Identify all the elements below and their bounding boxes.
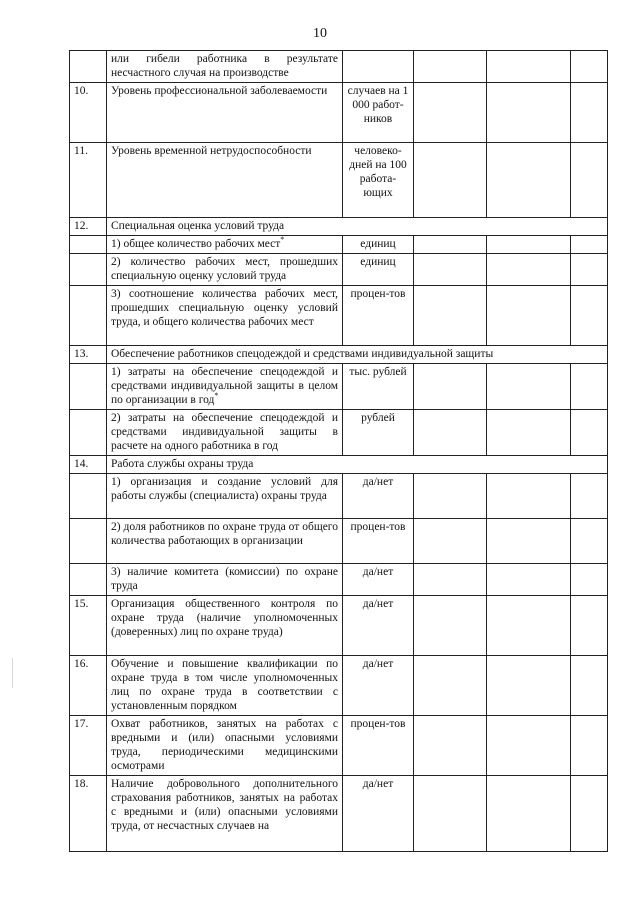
- row-number: [70, 236, 107, 254]
- unit-cell: процен-тов: [343, 716, 414, 776]
- unit-cell: рублей: [343, 410, 414, 456]
- value-cell: [414, 143, 487, 218]
- value-cell: [571, 410, 608, 456]
- table-row: [70, 656, 608, 716]
- indicator-name: Организация общественного контроля по охране труда (наличие уполномоченных (доверенных) лиц по охране труда): [107, 596, 343, 656]
- value-cell: [571, 776, 608, 852]
- value-cell: [487, 83, 571, 143]
- indicator-name: 3) соотношение количества рабочих мест, прошедших специальную оценку условий труда, и общего количества рабочих мест: [107, 286, 343, 346]
- value-cell: [487, 51, 571, 83]
- table-row: [70, 236, 608, 254]
- value-cell: [487, 596, 571, 656]
- table-row: [70, 410, 608, 456]
- indicator-name: Охват работников, занятых на работах с вредными и (или) опасными условиями труда, периодическими медицинскими осмотрами: [107, 716, 343, 776]
- row-number: 16.: [70, 656, 107, 716]
- table-row: [70, 254, 608, 286]
- table-row: [70, 776, 608, 852]
- value-cell: [571, 51, 608, 83]
- section-heading: Работа службы охраны труда: [107, 456, 608, 474]
- value-cell: [414, 286, 487, 346]
- indicator-name: 1) организация и создание условий для работы службы (специалиста) охраны труда: [107, 474, 343, 519]
- unit-cell: да/нет: [343, 656, 414, 716]
- indicator-name: Обучение и повышение квалификации по охране труда в том числе уполномоченных лиц по охране труда в соответствии с установленным порядком: [107, 656, 343, 716]
- value-cell: [571, 143, 608, 218]
- value-cell: [487, 143, 571, 218]
- value-cell: [571, 474, 608, 519]
- row-number: 14.: [70, 456, 107, 474]
- value-cell: [571, 564, 608, 596]
- unit-cell: тыс. рублей: [343, 364, 414, 410]
- row-number: [70, 519, 107, 564]
- section-heading: Обеспечение работников спецодеждой и средствами индивидуальной защиты: [107, 346, 608, 364]
- value-cell: [414, 51, 487, 83]
- unit-cell: процен-тов: [343, 519, 414, 564]
- unit-cell: единиц: [343, 254, 414, 286]
- value-cell: [414, 656, 487, 716]
- value-cell: [571, 286, 608, 346]
- row-number: [70, 51, 107, 83]
- value-cell: [571, 656, 608, 716]
- unit-cell: да/нет: [343, 596, 414, 656]
- table-row: [70, 364, 608, 410]
- value-cell: [487, 564, 571, 596]
- table-row: [70, 596, 608, 656]
- footnote-marker: *: [280, 235, 285, 245]
- unit-cell: да/нет: [343, 564, 414, 596]
- value-cell: [414, 254, 487, 286]
- unit-cell: единиц: [343, 236, 414, 254]
- unit-cell: процен-тов: [343, 286, 414, 346]
- indicator-text: 1) затраты на обеспечение спецодеждой и средствами индивидуальной защиты в целом по организации в год: [111, 366, 338, 406]
- unit-cell: да/нет: [343, 776, 414, 852]
- row-number: [70, 364, 107, 410]
- value-cell: [487, 254, 571, 286]
- value-cell: [414, 236, 487, 254]
- row-number: 18.: [70, 776, 107, 852]
- unit-cell: случаев на 1 000 работ-ников: [343, 83, 414, 143]
- section-row: [70, 456, 608, 474]
- unit-cell: [343, 51, 414, 83]
- value-cell: [414, 564, 487, 596]
- unit-cell: да/нет: [343, 474, 414, 519]
- row-number: [70, 286, 107, 346]
- value-cell: [414, 596, 487, 656]
- table-row: [70, 564, 608, 596]
- value-cell: [414, 776, 487, 852]
- row-number: 13.: [70, 346, 107, 364]
- indicator-name: 2) количество рабочих мест, прошедших специальную оценку условий труда: [107, 254, 343, 286]
- value-cell: [414, 474, 487, 519]
- value-cell: [414, 83, 487, 143]
- row-number: 10.: [70, 83, 107, 143]
- value-cell: [571, 596, 608, 656]
- row-number: [70, 564, 107, 596]
- row-number: [70, 254, 107, 286]
- value-cell: [414, 716, 487, 776]
- indicator-name: Уровень профессиональной заболеваемости: [107, 83, 343, 143]
- row-number: [70, 410, 107, 456]
- section-row: [70, 346, 608, 364]
- scan-artifact: [12, 658, 13, 688]
- footnote-marker: *: [214, 391, 219, 401]
- value-cell: [571, 254, 608, 286]
- section-row: [70, 218, 608, 236]
- value-cell: [487, 410, 571, 456]
- table-row: [70, 474, 608, 519]
- value-cell: [487, 656, 571, 716]
- value-cell: [414, 410, 487, 456]
- row-number: [70, 474, 107, 519]
- indicator-name: [107, 236, 343, 254]
- row-number: 17.: [70, 716, 107, 776]
- unit-cell: человеко-дней на 100 работа-ющих: [343, 143, 414, 218]
- value-cell: [487, 776, 571, 852]
- table-row: [70, 83, 608, 143]
- value-cell: [487, 286, 571, 346]
- table-row: [70, 286, 608, 346]
- value-cell: [487, 364, 571, 410]
- section-heading: Специальная оценка условий труда: [107, 218, 608, 236]
- indicator-name: 2) доля работников по охране труда от общего количества работающих в организации: [107, 519, 343, 564]
- value-cell: [571, 364, 608, 410]
- value-cell: [414, 364, 487, 410]
- row-number: 15.: [70, 596, 107, 656]
- table-row: [70, 716, 608, 776]
- value-cell: [414, 519, 487, 564]
- indicator-name: [107, 364, 343, 410]
- table-row: [70, 143, 608, 218]
- indicator-text: 1) общее количество рабочих мест: [111, 238, 281, 250]
- indicator-name: 3) наличие комитета (комиссии) по охране труда: [107, 564, 343, 596]
- indicator-name: Наличие добровольного дополнительного страхования работников, занятых на работах с вредными и (или) опасными условиями труда, от несчастных случаев на: [107, 776, 343, 852]
- indicator-name: Уровень временной нетрудоспособности: [107, 143, 343, 218]
- indicators-table: [69, 50, 608, 852]
- row-number: 11.: [70, 143, 107, 218]
- table-row: [70, 51, 608, 83]
- value-cell: [487, 716, 571, 776]
- value-cell: [487, 519, 571, 564]
- value-cell: [571, 83, 608, 143]
- page-number: 10: [313, 26, 327, 41]
- indicator-name: 2) затраты на обеспечение спецодеждой и средствами индивидуальной защиты в расчете на одного работника в год: [107, 410, 343, 456]
- value-cell: [487, 474, 571, 519]
- indicator-name: или гибели работника в результате несчастного случая на производстве: [107, 51, 343, 83]
- value-cell: [571, 716, 608, 776]
- value-cell: [571, 519, 608, 564]
- row-number: 12.: [70, 218, 107, 236]
- value-cell: [571, 236, 608, 254]
- value-cell: [487, 236, 571, 254]
- table-row: [70, 519, 608, 564]
